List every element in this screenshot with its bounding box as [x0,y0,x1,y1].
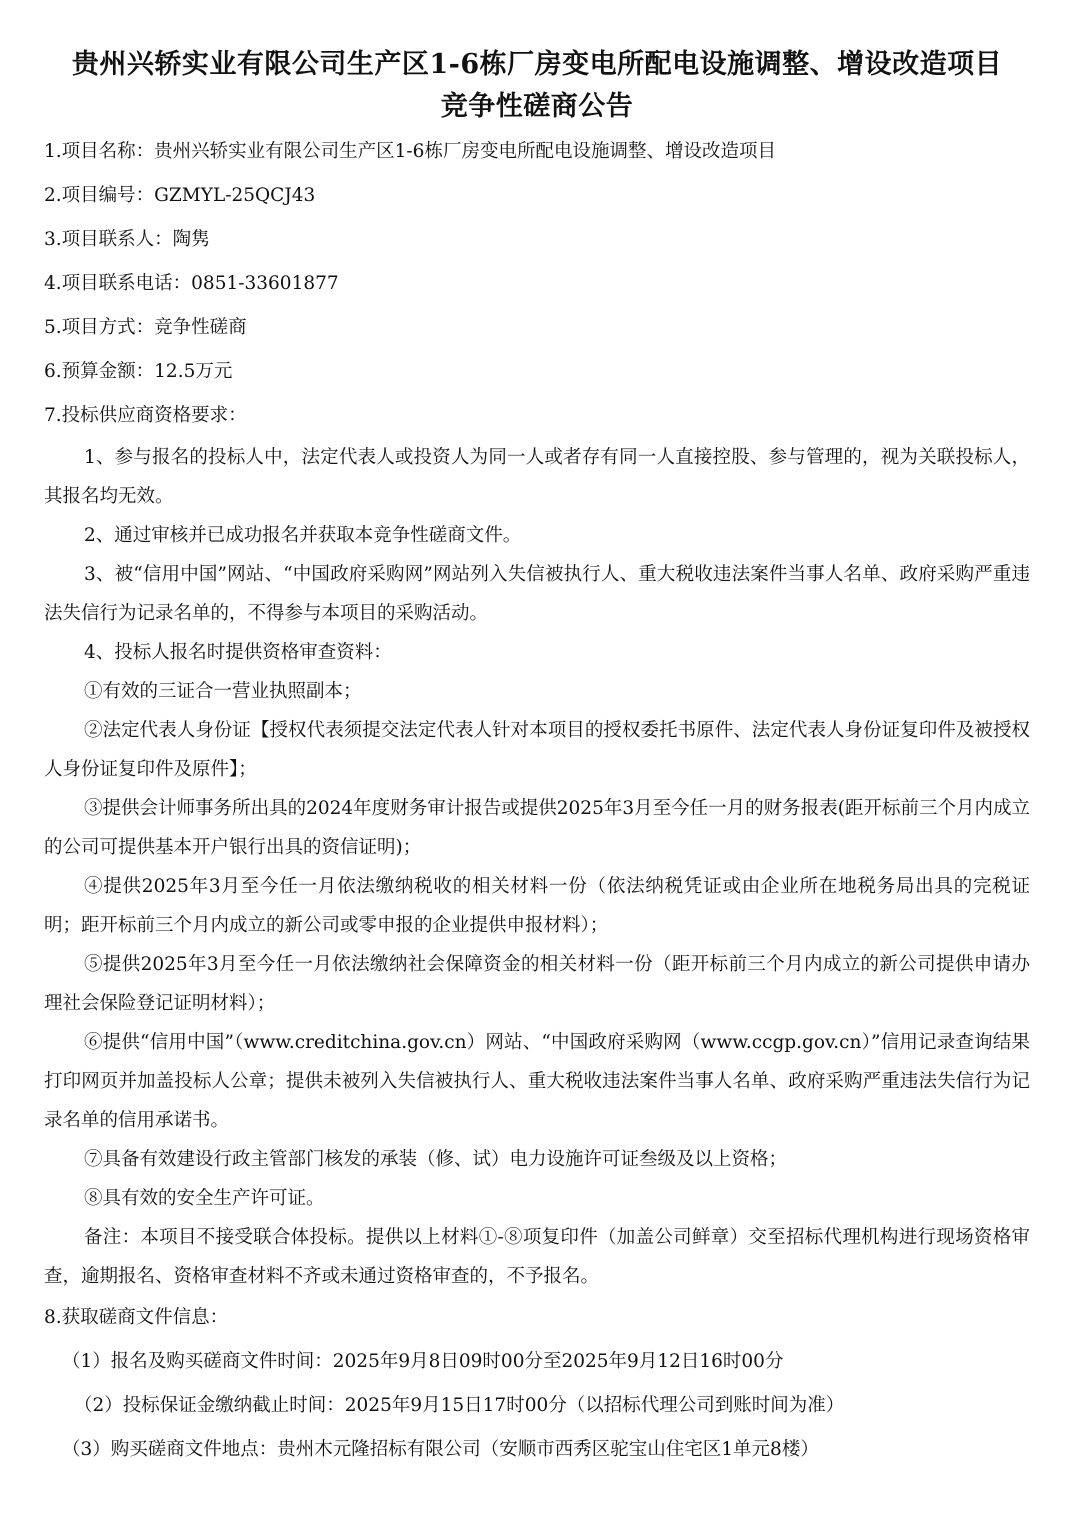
material-3: ③提供会计师事务所出具的2024年度财务审计报告或提供2025年3月至今任一月的财务报表(距开标前三个月内成立的公司可提供基本开户银行出具的资信证明)； [44,798,1030,858]
requirement-1: 1、参与报名的投标人中，法定代表人或投资人为同一人或者存有同一人直接控股、参与管理的，视为关联投标人，其报名均无效。 [44,447,1030,507]
project-contact: 3.项目联系人：陶隽 [44,229,210,250]
section-8-item-3: （3）购买磋商文件地点：贵州木元隆招标有限公司（安顺市西秀区驼宝山住宅区1单元8楼） [62,1439,819,1460]
section-8-item-1: （1）报名及购买磋商文件时间：2025年9月8日09时00分至2025年9月12日16时00分 [62,1351,784,1372]
project-number: 2.项目编号：GZMYL-25QCJ43 [44,185,316,206]
project-phone: 4.项目联系电话：0851-33601877 [44,273,339,294]
requirement-3: 3、被“信用中国”网站、“中国政府采购网”网站列入失信被执行人、重大税收违法案件当事人名单、政府采购严重违法失信行为记录名单的，不得参与本项目的采购活动。 [44,564,1030,624]
material-2: ②法定代表人身份证【授权代表须提交法定代表人针对本项目的授权委托书原件、法定代表人身份证复印件及被授权人身份证复印件及原件】； [44,720,1030,780]
material-4: ④提供2025年3月至今任一月依法缴纳税收的相关材料一份（依法纳税凭证或由企业所在地税务局出具的完税证明；距开标前三个月内成立的新公司或零申报的企业提供申报材料）； [44,876,1030,936]
title-line-1: 贵州兴轿实业有限公司生产区1-6栋厂房变电所配电设施调整、增设改造项目 [71,49,1003,80]
qualification-heading: 7.投标供应商资格要求： [44,405,247,426]
material-7: ⑦具备有效建设行政主管部门核发的承装（修、试）电力设施许可证叁级及以上资格； [84,1149,788,1170]
section-8-heading: 8.获取磋商文件信息： [44,1307,229,1328]
material-5: ⑤提供2025年3月至今任一月依法缴纳社会保障资金的相关材料一份（距开标前三个月内成立的新公司提供申请办理社会保险登记证明材料）； [44,954,1030,1014]
project-method: 5.项目方式：竞争性磋商 [44,317,247,338]
document-title [44,44,1030,128]
requirement-2: 2、通过审核并已成功报名并获取本竞争性磋商文件。 [84,525,522,546]
title-line-2: 竞争性磋商公告 [440,91,634,122]
material-1: ①有效的三证合一营业执照副本； [84,681,362,702]
project-budget: 6.预算金额：12.5万元 [44,361,233,382]
requirement-4: 4、投标人报名时提供资格审查资料： [84,642,392,663]
material-8: ⑧具有效的安全生产许可证。 [84,1188,325,1209]
material-6: ⑥提供“信用中国”（www.creditchina.gov.cn）网站、“中国政府采购网（www.ccgp.gov.cn）”信用记录查询结果打印网页并加盖投标人公章；提供未被列入失信被执行人、重大税收违法案件当事人名单、政府采购严重违法失信行为记录名单的信用承诺书。 [44,1032,1030,1131]
remark: 备注：本项目不接受联合体投标。提供以上材料①-⑧项复印件（加盖公司鲜章）交至招标代理机构进行现场资格审查，逾期报名、资格审查材料不齐或未通过资格审查的，不予报名。 [44,1227,1030,1287]
section-8-item-2: （2）投标保证金缴纳截止时间：2025年9月15日17时00分（以招标代理公司到账时间为准） [74,1395,845,1416]
project-name: 1.项目名称：贵州兴轿实业有限公司生产区1-6栋厂房变电所配电设施调整、增设改造项目 [44,141,776,162]
document-body [44,130,1030,1472]
